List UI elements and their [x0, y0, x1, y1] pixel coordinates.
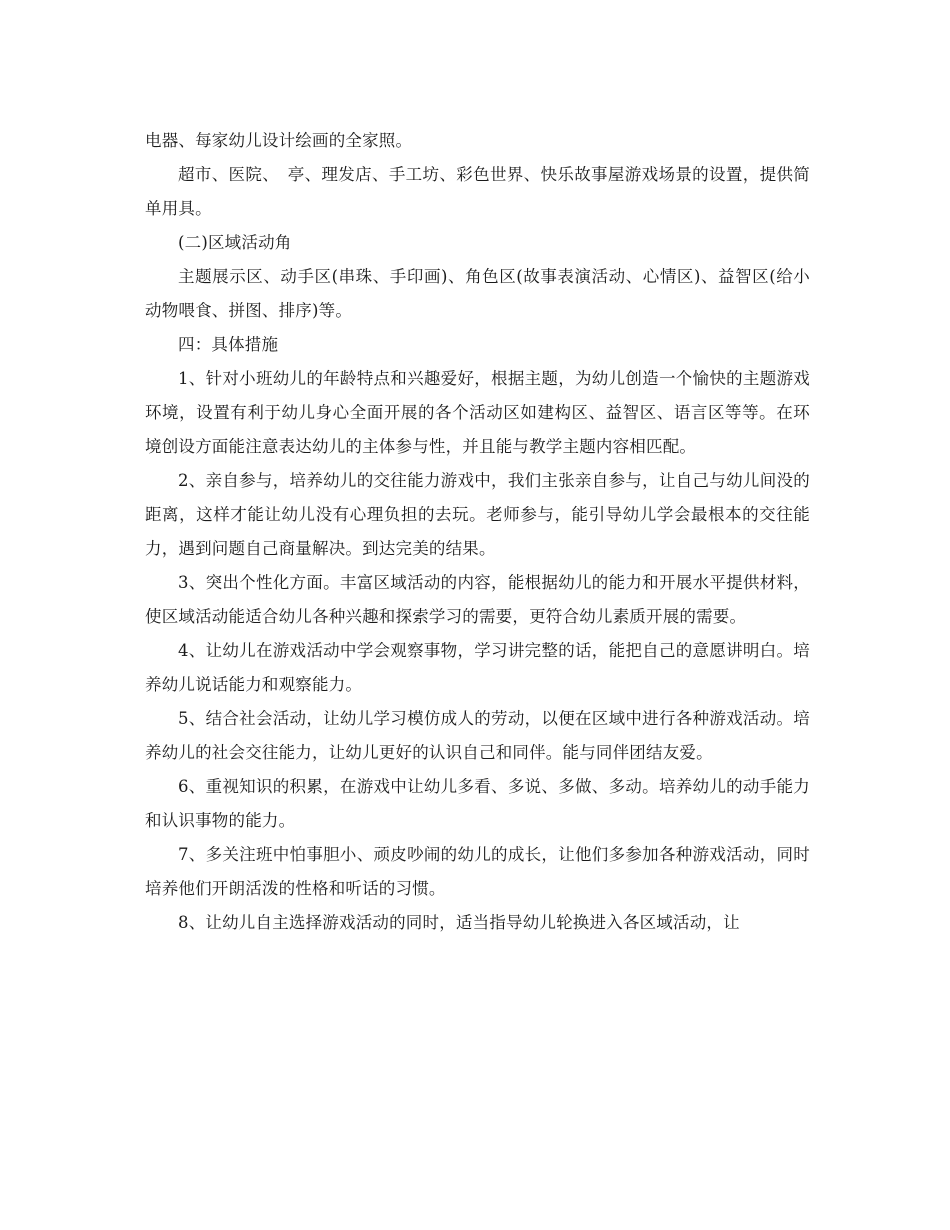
- section-heading-measures: 四：具体措施: [178, 335, 279, 354]
- document-body: [145, 124, 810, 940]
- paragraph-1: 电器、每家幼儿设计绘画的全家照。: [145, 131, 413, 150]
- measure-item-8: 8、让幼儿自主选择游戏活动的同时，适当指导幼儿轮换进入各区域活动，让: [178, 913, 740, 932]
- measure-item-3: 3、突出个性化方面。丰富区域活动的内容，能根据幼儿的能力和开展水平提供材料，使区域活动能适合幼儿各种兴趣和探索学习的需要，更符合幼儿素质开展的需要。: [145, 573, 810, 626]
- measure-item-1: 1、针对小班幼儿的年龄特点和兴趣爱好，根据主题，为幼儿创造一个愉快的主题游戏环境，设置有利于幼儿身心全面开展的各个活动区如建构区、益智区、语言区等等。在环境创设方面能注意表达幼儿的主体参与性，并且能与教学主题内容相匹配。: [145, 369, 810, 456]
- measure-item-2: 2、亲自参与，培养幼儿的交往能力游戏中，我们主张亲自参与，让自己与幼儿间没的距离，这样才能让幼儿没有心理负担的去玩。老师参与，能引导幼儿学会最根本的交往能力，遇到问题自己商量解决。到达完美的结果。: [145, 471, 810, 558]
- measure-item-6: 6、重视知识的积累，在游戏中让幼儿多看、多说、多做、多动。培养幼儿的动手能力和认识事物的能力。: [145, 777, 810, 830]
- paragraph-2: 超市、医院、 亭、理发店、手工坊、彩色世界、快乐故事屋游戏场景的设置，提供简单用具。: [145, 165, 810, 218]
- measure-item-7: 7、多关注班中怕事胆小、顽皮吵闹的幼儿的成长，让他们多参加各种游戏活动，同时培养他们开朗活泼的性格和听话的习惯。: [145, 845, 810, 898]
- measure-item-5: 5、结合社会活动，让幼儿学习模仿成人的劳动，以便在区域中进行各种游戏活动。培养幼儿的社会交往能力，让幼儿更好的认识自己和同伴。能与同伴团结友爱。: [145, 709, 810, 762]
- section-heading-area-activity: (二)区域活动角: [178, 233, 292, 252]
- measure-item-4: 4、让幼儿在游戏活动中学会观察事物，学习讲完整的话，能把自己的意愿讲明白。培养幼儿说话能力和观察能力。: [145, 641, 810, 694]
- paragraph-4: 主题展示区、动手区(串珠、手印画)、角色区(故事表演活动、心情区)、益智区(给小动物喂食、拼图、排序)等。: [145, 267, 810, 320]
